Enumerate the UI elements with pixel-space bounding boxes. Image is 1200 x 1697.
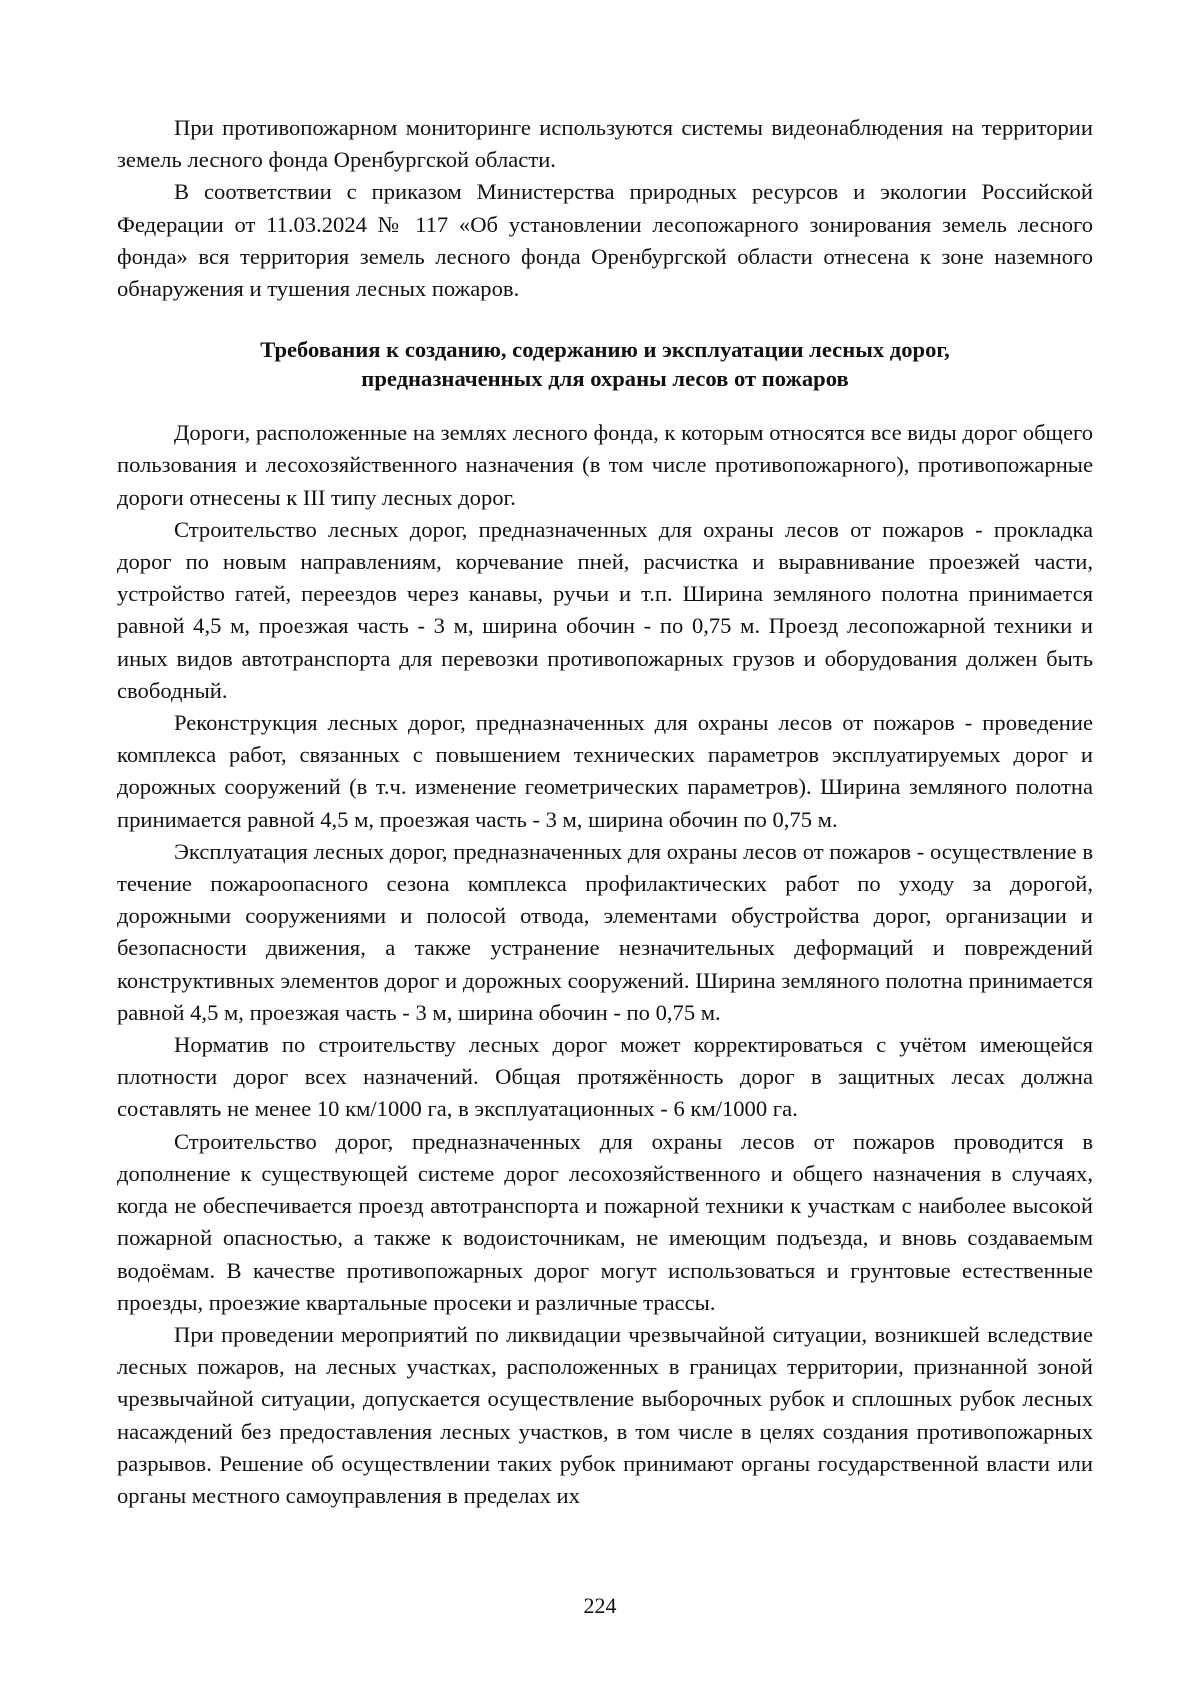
paragraph-road-types: Дороги, расположенные на землях лесного фонда, к которым относятся все виды дорог общего пользования и лесохозяйственного назначения (в том числе противопожарного), противопожарные дороги отнесены к III типу лесных дорог. <box>117 420 1093 510</box>
paragraph-road-reconstruction: Реконструкция лесных дорог, предназначенных для охраны лесов от пожаров - проведение комплекса работ, связанных с повышением технических параметров эксплуатируемых дорог и дорожных сооружений (в т.ч. изменение геометрических параметров). Ширина земляного полотна принимается равной 4,5 м, проезжая часть - 3 м, ширина обочин по 0,75 м. <box>117 710 1093 832</box>
paragraph-additional-roads: Строительство дорог, предназначенных для охраны лесов от пожаров проводится в дополнение к существующей системе дорог лесохозяйственного и общего назначения в случаях, когда не обеспечивается проезд автотранспорта и пожарной техники к участкам с наиболее высокой пожарной опасностью, а также к водоисточникам, не имеющим подъезда, и вновь создаваемым водоёмам. В качестве противопожарных дорог могут использоваться и грунтовые естественные проезды, проезжие квартальные просеки и различные трассы. <box>117 1128 1093 1315</box>
paragraph-road-operation: Эксплуатация лесных дорог, предназначенных для охраны лесов от пожаров - осуществление в течение пожароопасного сезона комплекса профилактических работ по уходу за дорогой, дорожными сооружениями и полосой отвода, элементами обустройства дорог, организации и безопасности движения, а также устранение незначительных деформаций и повреждений конструктивных элементов дорог и дорожных сооружений. Ширина земляного полотна принимается равной 4,5 м, проезжая часть - 3 м, ширина обочин - по 0,75 м. <box>117 838 1093 1025</box>
paragraph-road-construction: Строительство лесных дорог, предназначенных для охраны лесов от пожаров - прокладка дорог по новым направлениям, корчевание пней, расчистка и выравнивание проезжей части, устройство гатей, переездов через канавы, ручьи и т.п. Ширина земляного полотна принимается равной 4,5 м, проезжая часть - 3 м, ширина обочин - по 0,75 м. Проезд лесопожарной техники и иных видов автотранспорта для перевозки противопожарных грузов и оборудования должен быть свободный. <box>117 516 1093 703</box>
paragraph-emergency-felling: При проведении мероприятий по ликвидации чрезвычайной ситуации, возникшей вследствие лесных пожаров, на лесных участках, расположенных в границах территории, признанной зоной чрезвычайной ситуации, допускается осуществление выборочных рубок и сплошных рубок лесных насаждений без предоставления лесных участков, в том числе в целях создания противопожарных разрывов. Решение об осуществлении таких рубок принимают органы государственной власти или органы местного самоуправления в пределах их <box>117 1321 1093 1508</box>
section-heading <box>117 335 1093 393</box>
section-heading-line-2: предназначенных для охраны лесов от пожаров <box>361 366 849 392</box>
paragraph-road-norms: Норматив по строительству лесных дорог может корректироваться с учётом имеющейся плотности дорог всех назначений. Общая протяжённость дорог в защитных лесах должна составлять не менее 10 км/1000 га, в эксплуатационных - 6 км/1000 га. <box>117 1032 1093 1122</box>
document-page <box>117 112 1093 1512</box>
page-number: 224 <box>583 1593 617 1618</box>
paragraph-fire-zoning: В соответствии с приказом Министерства природных ресурсов и экологии Российской Федерации от 11.03.2024 № 117 «Об установлении лесопожарного зонирования земель лесного фонда» вся территория земель лесного фонда Оренбургской области отнесена к зоне наземного обнаружения и тушения лесных пожаров. <box>117 179 1093 302</box>
paragraph-video-monitoring: При противопожарном мониторинге используются системы видеонаблюдения на территории земель лесного фонда Оренбургской области. <box>117 115 1093 173</box>
section-heading-line-1: Требования к созданию, содержанию и эксплуатации лесных дорог, <box>260 337 950 363</box>
